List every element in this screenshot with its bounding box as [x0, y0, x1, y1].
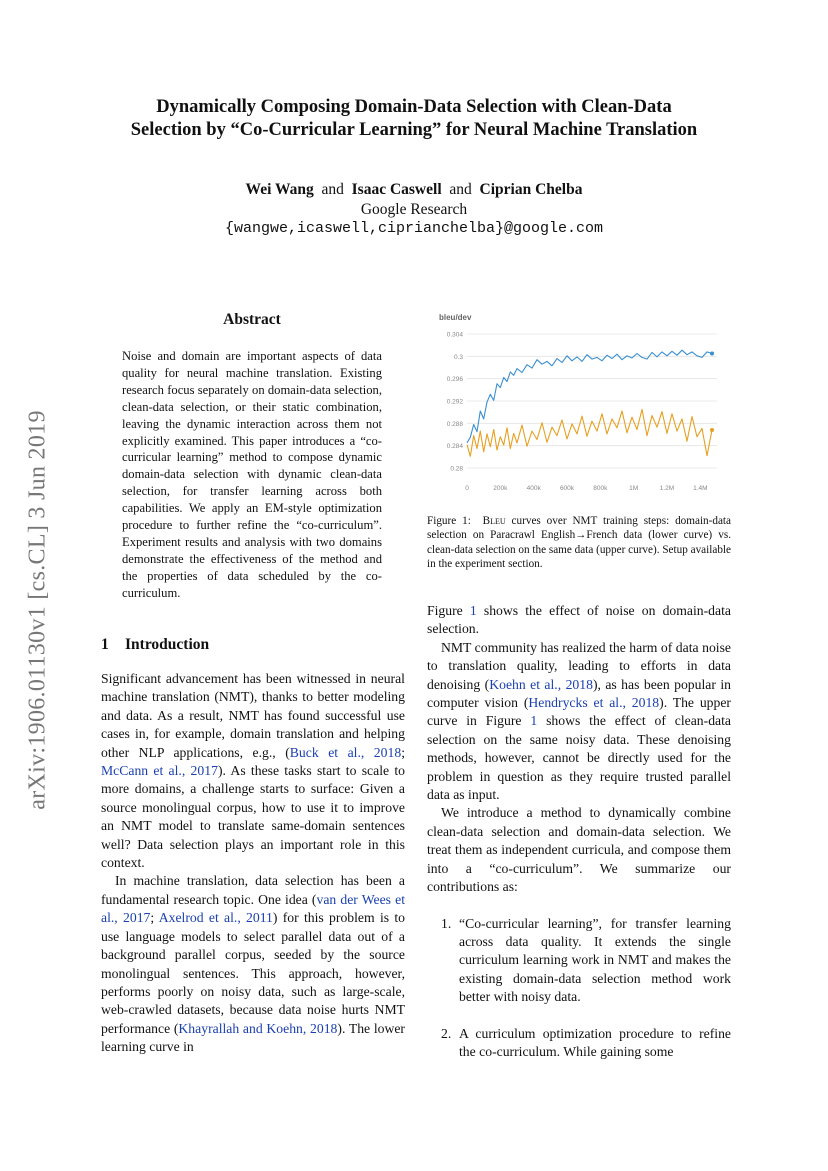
text-run: Significant advancement has been witnessed in neural machine translation (NMT), thanks to better modeling and data. As a result, NMT has found successful use cases in, for example, domain translation and helping other NLP applications, e.g., (: [101, 671, 405, 760]
right-paragraph-2: [427, 639, 731, 805]
text-run: ;: [150, 910, 159, 926]
y-tick-label: 0.3: [453, 353, 463, 361]
x-tick-label: 200k: [493, 485, 508, 492]
author-sep-1: and: [321, 181, 344, 198]
text-run: Figure: [427, 603, 470, 618]
section-number: 1: [101, 636, 109, 653]
series-end-point-domain: [710, 428, 714, 432]
abstract-heading: Abstract: [223, 311, 281, 328]
author-1: Wei Wang: [245, 181, 314, 198]
x-tick-label: 1.2M: [659, 485, 675, 492]
figure-1-chart: [427, 308, 731, 508]
caption-text: curves over NMT training steps: domain-data selection on Paracrawl English→French data (lower curve) vs. clean-data selection on the same data (upper curve). Setup available in the experiment section.: [427, 515, 732, 570]
figure-link[interactable]: 1: [469, 603, 477, 618]
y-axis-label: bleu/dev: [439, 313, 472, 322]
text-run: ;: [401, 744, 405, 760]
citation-link[interactable]: van der Wees et al., 2017: [101, 891, 405, 926]
citation-link[interactable]: Hendrycks et al., 2018: [528, 695, 660, 711]
text-run: ). The upper curve in Figure: [427, 695, 731, 729]
section-heading: [101, 636, 209, 654]
arxiv-stamp: [18, 380, 58, 840]
author-sep-2: and: [449, 181, 472, 198]
title-line-1: Dynamically Composing Domain-Data Selection with Clean-Data: [156, 97, 672, 117]
contribution-text: A curriculum optimization procedure to refine the co-curriculum. While gaining some: [459, 1025, 731, 1059]
series-end-point-clean: [710, 352, 714, 356]
author-email: {wangwe,icaswell,ciprianchelba}@google.com: [224, 220, 604, 237]
right-paragraph-1: [427, 602, 731, 639]
y-tick-label: 0.28: [450, 465, 463, 473]
x-tick-label: 1.4M: [693, 485, 708, 492]
arxiv-id: arXiv:1906.01130v1 [cs.CL] 3 Jun 2019: [24, 410, 51, 810]
citation-link[interactable]: Buck et al., 2018: [289, 744, 402, 760]
text-run: shows the effect of clean-data selection on the same noisy data. These denoising methods, however, cannot be directly used for the problem in question as they require trusted parallel data as input.: [427, 713, 731, 803]
citation-link[interactable]: Khayrallah and Koehn, 2018: [178, 1020, 338, 1036]
contribution-item: [427, 1025, 731, 1062]
y-tick-label: 0.284: [446, 443, 463, 451]
section-title: Introduction: [125, 636, 210, 653]
right-paragraph-3: We introduce a method to dynamically combine clean-data selection and domain-data selection. We treat them as independent curricula, and compose them into a “co-curriculum”. We summarize our contributions as:: [427, 805, 731, 895]
text-run: ) for this problem is to use language models to select parallel data out of a background parallel corpus, seeded by the source monolingual sentences. This approach, however, performs poorly on noisy data, such as large-scale, web-crawled datasets, because data noise hurts NMT performance (: [101, 910, 405, 1036]
abstract-text: Noise and domain are important aspects of data quality for neural machine translation. Existing research focus separately on domain-data selection, clean-data selection, or their static combination, leaving the dynamic interaction across them not explicitly examined. This paper introduces a “co-curricular learning” method to compose dynamic domain-data selection with dynamic clean-data selection, for transfer learning across both capabilities. We apply an EM-style optimization procedure to further refine the “co-curriculum”. Experiment results and analysis with two domains demonstrate the effectiveness of the method and the properties of data scheduled by the co-curriculum.: [122, 349, 382, 600]
series-line-domain: [467, 409, 712, 456]
caption-bleu: Bleu: [482, 515, 506, 527]
text-run: ). The lower learning curve in: [101, 1020, 405, 1055]
x-tick-label: 400k: [526, 485, 541, 492]
intro-paragraph-2: [101, 872, 405, 1056]
caption-label: Figure 1:: [427, 515, 471, 527]
figure-link[interactable]: 1: [530, 713, 538, 729]
citation-link[interactable]: Axelrod et al., 2011: [158, 910, 273, 926]
contribution-number: 2.: [441, 1025, 452, 1041]
intro-left-column: [101, 670, 405, 1057]
intro-right-column: [427, 602, 731, 1079]
text-run: In machine translation, data selection has been a fundamental research topic. One idea (: [101, 873, 405, 907]
affiliation: Google Research: [360, 201, 468, 218]
author-2: Isaac Caswell: [351, 181, 442, 198]
text-run: ). As these tasks start to scale to more domains, a challenge starts to surface: Given a source monolingual corpus, how to use it to improve an NMT model to translate same-domain sentences well? Data selection plays an important role in this context.: [101, 763, 405, 871]
y-tick-label: 0.288: [446, 420, 463, 428]
contribution-text: “Co-curricular learning”, for transfer learning across data quality. It extends the single curriculum learning work in NMT and makes the existing domain-data selection method work better with noisy data.: [459, 915, 731, 1005]
intro-paragraph-1: [101, 670, 405, 872]
author-list: [60, 180, 768, 200]
text-run: NMT community has realized the harm of data noise to translation quality, leading to efforts in data denoising (: [427, 639, 731, 692]
x-tick-label: 1M: [629, 485, 639, 492]
x-tick-label: 0: [465, 485, 469, 492]
text-run: ), as has been popular in computer vision (: [427, 676, 731, 711]
citation-link[interactable]: McCann et al., 2017: [101, 763, 218, 779]
bleu-curve-chart: [427, 308, 731, 508]
figure-1-caption: [427, 514, 731, 571]
text-run: shows the effect of noise on domain-data selection.: [427, 603, 731, 637]
contribution-list: [427, 915, 731, 1062]
x-tick-label: 600k: [559, 485, 575, 492]
citation-link[interactable]: Koehn et al., 2018: [489, 676, 593, 692]
y-tick-label: 0.304: [446, 331, 463, 339]
author-3: Ciprian Chelba: [479, 181, 583, 198]
contribution-number: 1.: [441, 915, 452, 931]
y-tick-label: 0.292: [446, 398, 463, 406]
title-line-2: Selection by “Co-Curricular Learning” for Neural Machine Translation: [130, 120, 698, 140]
y-tick-label: 0.296: [446, 376, 463, 384]
paper-title: [60, 96, 768, 142]
x-tick-label: 800k: [593, 485, 608, 492]
contribution-item: [427, 915, 731, 1007]
